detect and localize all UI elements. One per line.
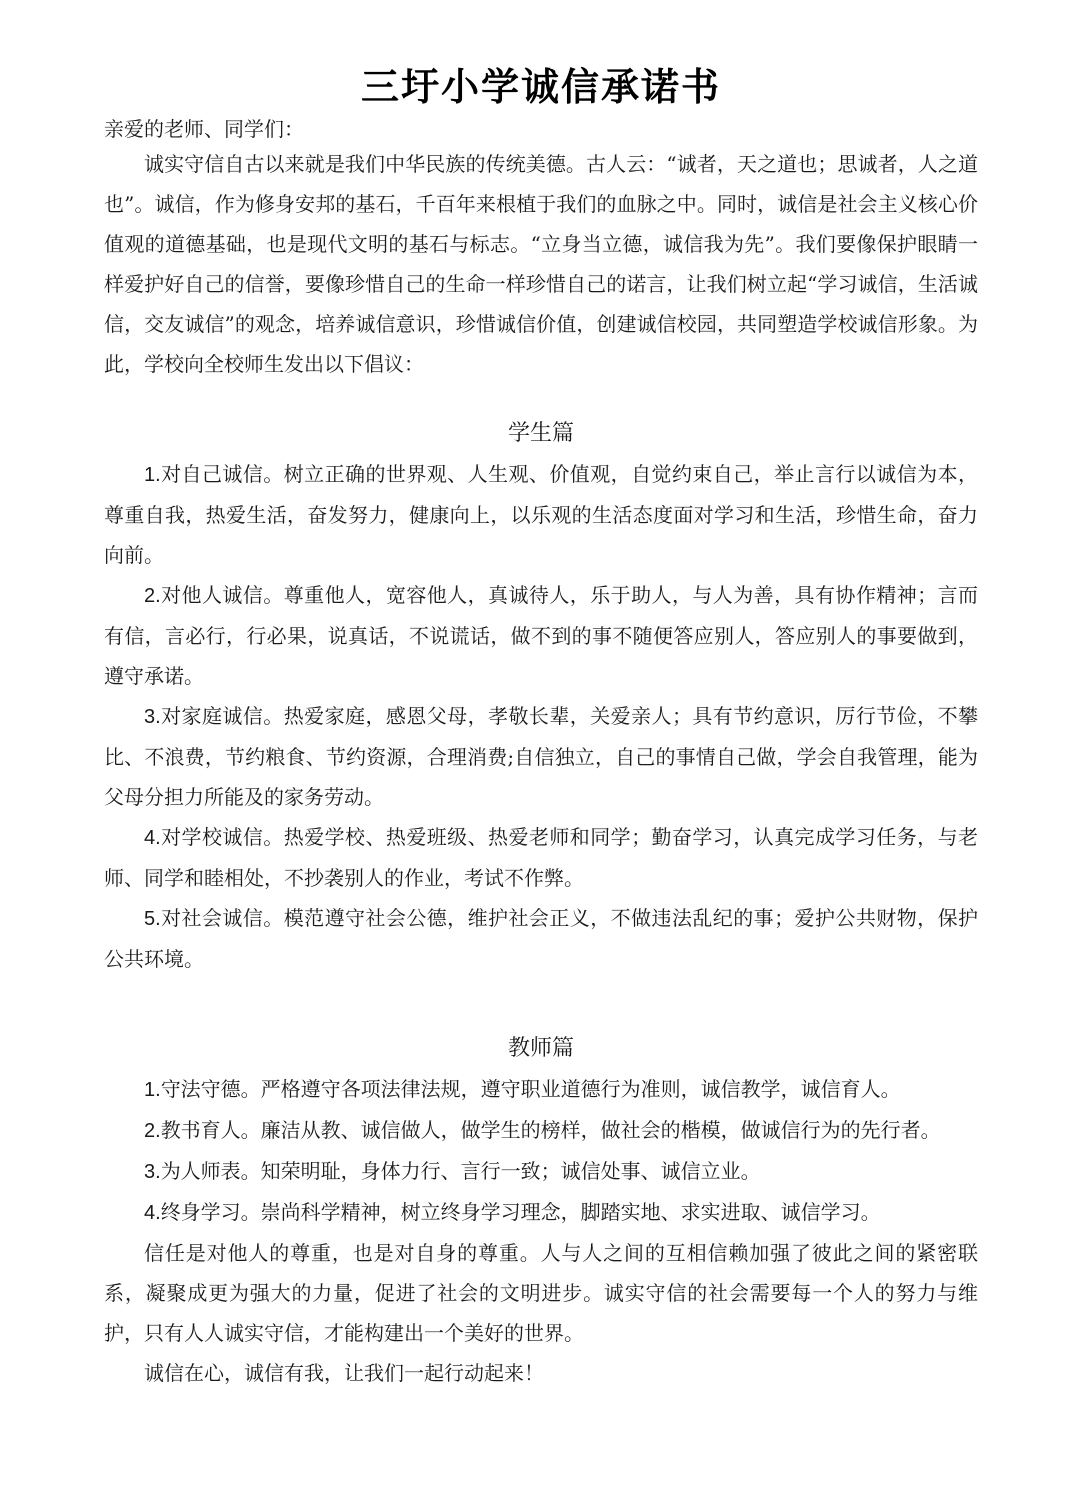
teacher-item [104, 1192, 978, 1233]
teacher-item-number: 2. [144, 1120, 161, 1142]
document-page [104, 0, 978, 1393]
student-item-text: 对自己诚信。树立正确的世界观、人生观、价值观，自觉约束自己，举止言行以诚信为本，尊重自我，热爱生活，奋发努力，健康向上，以乐观的生活态度面对学习和生活，珍惜生命，奋力向前。 [104, 462, 978, 567]
student-item-number: 2. [144, 585, 161, 607]
teacher-item-text: 教书育人。廉洁从教、诚信做人，做学生的榜样，做社会的楷模，做诚信行为的先行者。 [160, 1118, 941, 1142]
teacher-item-number: 1. [144, 1079, 161, 1101]
salutation: 亲爱的老师、同学们： [104, 117, 304, 141]
student-item-number: 3. [144, 706, 161, 728]
intro-paragraph: 诚实守信自古以来就是我们中华民族的传统美德。古人云：“诚者，天之道也；思诚者，人之道也”。诚信，作为修身安邦的基石，千百年来根植于我们的血脉之中。同时，诚信是社会主义核心价值观的道德基础，也是现代文明的基石与标志。“立身当立德，诚信我为先”。我们要像保护眼睛一样爱护好自己的信誉，要像珍惜自己的生命一样珍惜自己的诺言，让我们树立起“学习诚信，生活诚信，交友诚信”的观念，培养诚信意识，珍惜诚信价值，创建诚信校园，共同塑造学校诚信形象。为此，学校向全校师生发出以下倡议： [104, 152, 978, 376]
teachers-section-heading: 教师篇 [507, 1036, 574, 1061]
students-section-heading: 学生篇 [507, 421, 574, 446]
student-item-number: 4. [144, 827, 161, 849]
student-item [104, 696, 978, 817]
teacher-item-text: 守法守德。严格遵守各项法律法规，遵守职业道德行为准则，诚信教学，诚信育人。 [160, 1077, 901, 1101]
student-item-text: 对他人诚信。尊重他人，宽容他人，真诚待人，乐于助人，与人为善，具有协作精神；言而有信，言必行，行必果，说真话，不说谎话，做不到的事不随便答应别人，答应别人的事要做到，遵守承诺。 [104, 583, 978, 688]
closing-paragraph: 信任是对他人的尊重，也是对自身的尊重。人与人之间的互相信赖加强了彼此之间的紧密联系，凝聚成更为强大的力量，促进了社会的文明进步。诚实守信的社会需要每一个人的努力与维护，只有人人诚实守信，才能构建出一个美好的世界。 [104, 1241, 978, 1345]
student-item-text: 对学校诚信。热爱学校、热爱班级、热爱老师和同学；勤奋学习，认真完成学习任务，与老师、同学和睦相处，不抄袭别人的作业，考试不作弊。 [104, 825, 978, 890]
teacher-item [104, 1069, 978, 1110]
teacher-item-number: 3. [144, 1161, 161, 1183]
teacher-item-number: 4. [144, 1202, 161, 1224]
student-item [104, 817, 978, 898]
document-title: 三圩小学诚信承诺书 [360, 65, 721, 109]
teacher-item [104, 1110, 978, 1151]
student-item-text: 对家庭诚信。热爱家庭，感恩父母，孝敬长辈，关爱亲人；具有节约意识，厉行节俭，不攀比、不浪费，节约粮食、节约资源，合理消费;自信独立，自己的事情自己做，学会自我管理，能为父母分担力所能及的家务劳动。 [104, 704, 978, 809]
student-item-text: 对社会诚信。模范遵守社会公德，维护社会正义，不做违法乱纪的事；爱护公共财物，保护公共环境。 [104, 906, 978, 971]
teacher-item-text: 为人师表。知荣明耻，身体力行、言行一致；诚信处事、诚信立业。 [160, 1159, 761, 1183]
student-item [104, 898, 978, 979]
student-item [104, 575, 978, 696]
student-item [104, 454, 978, 575]
teacher-item [104, 1151, 978, 1192]
closing-slogan: 诚信在心，诚信有我，让我们一起行动起来！ [144, 1361, 544, 1385]
teacher-item-text: 终身学习。崇尚科学精神，树立终身学习理念，脚踏实地、求实进取、诚信学习。 [160, 1200, 881, 1224]
student-item-number: 1. [144, 464, 161, 486]
student-item-number: 5. [144, 908, 161, 930]
